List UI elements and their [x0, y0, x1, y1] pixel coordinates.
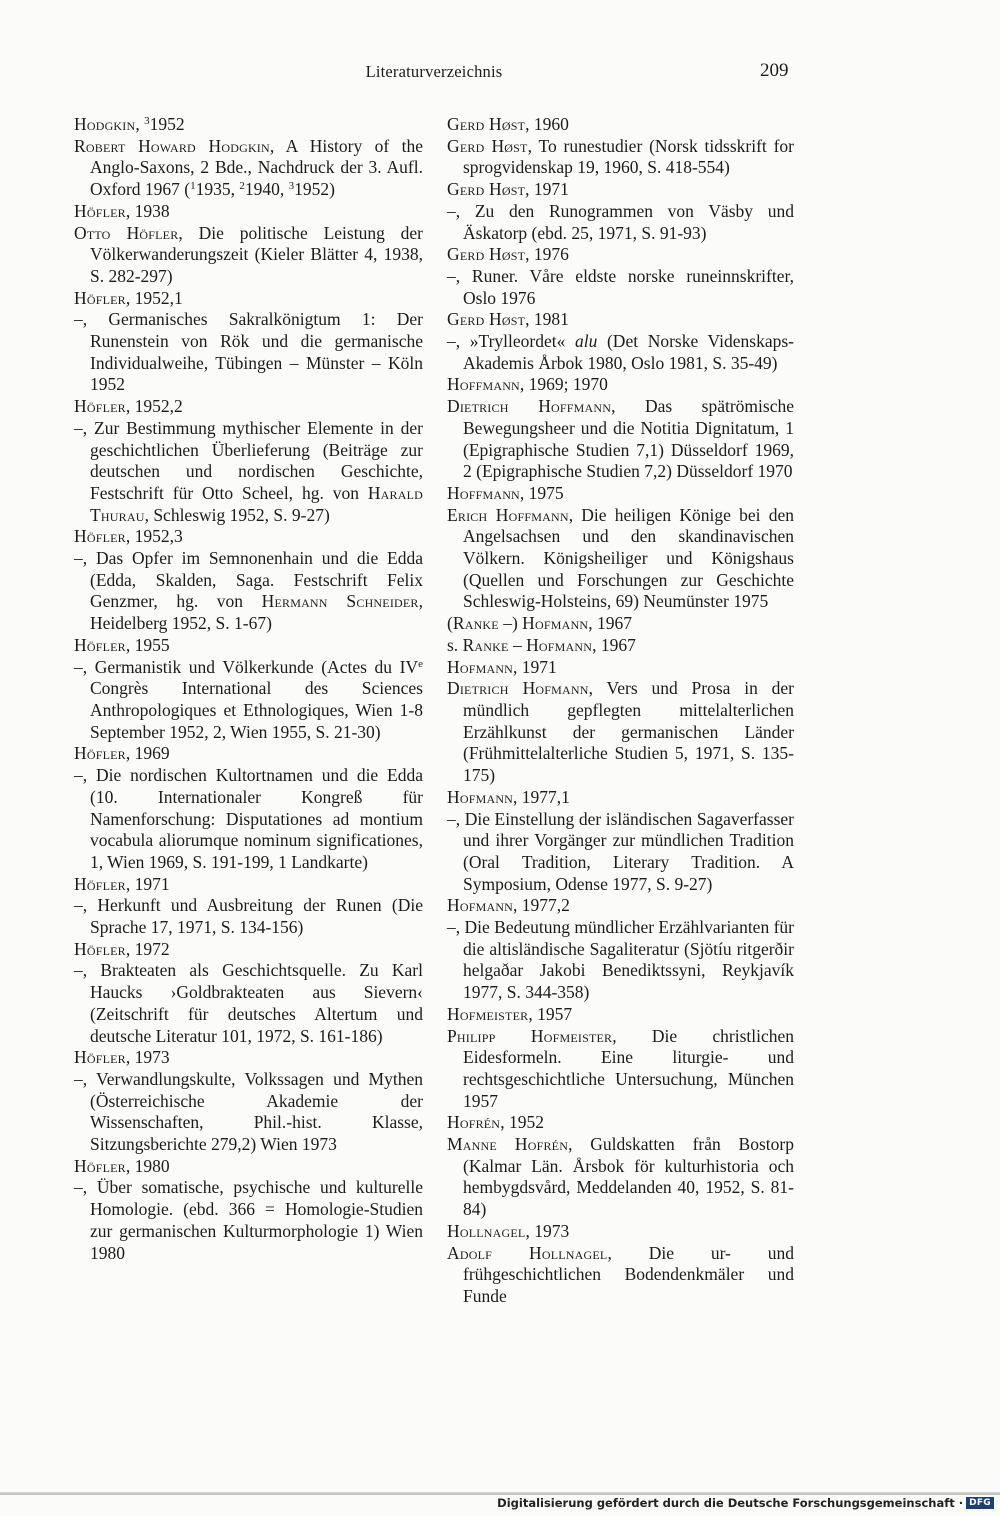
author-name: Höfler — [74, 1155, 126, 1176]
author-name: Dietrich Hoffmann — [447, 396, 612, 417]
edition-superscript: 1 — [190, 180, 196, 193]
author-name: Gerd Høst — [447, 114, 526, 134]
author-name: Harald Thurau — [90, 482, 423, 525]
citation-key — [447, 179, 794, 201]
entry-text: , 1952,3 — [125, 526, 183, 547]
entry-text: , Guldskatten från Bostorp (Kalmar Län. Årsbok för kulturhistoria och hembygdsvård, Meddelanden 40, 1952, S. 81-84) — [463, 1134, 794, 1220]
edition-superscript: 2 — [239, 180, 245, 193]
entry-text: (Det Norske Videnskaps-Akademis Årbok 1980, Oslo 1981, S. 35-49) — [463, 331, 794, 373]
footer-divider — [0, 1492, 1000, 1495]
entry-text: –, »Trylleordet« — [447, 331, 575, 352]
author-name: Hofrén — [447, 1112, 501, 1133]
entry-text: , 1967 — [588, 613, 632, 634]
entry-text: , Heidelberg 1952, S. 1-67) — [90, 591, 423, 634]
entry-text: –, Brakteaten als Geschichtsquelle. Zu Karl Haucks ›Goldbrakteaten aus Sievern‹ (Zeitschrift für deutsches Altertum und deutsche Literatur 101, 1972, S. 161-186) — [74, 960, 423, 1046]
author-name: Höfler — [74, 1047, 126, 1068]
entry-text: , 1969 — [125, 743, 170, 764]
entry-text: – — [508, 634, 527, 655]
entry-text: , 1976 — [525, 244, 569, 265]
entry-text: , 1977,2 — [513, 895, 570, 916]
reference-entry — [447, 1026, 794, 1113]
entry-text: Congrès International des Sciences Anthropologiques et Ethnologiques, Wien 1-8 September 1952, 2, Wien 1955, S. 21-30) — [90, 678, 423, 742]
citation-key — [447, 895, 794, 917]
reference-entry — [74, 223, 423, 288]
entry-text: 1952) — [294, 179, 335, 200]
entry-text: –, Zur Bestimmung mythischer Elemente in der geschichtlichen Überlieferung (Beiträge zur deutschen und nordischen Geschichte, Festschrift für Otto Scheel, hg. von — [74, 417, 423, 503]
author-name: Hofmann — [526, 634, 593, 655]
entry-text: , Das spätrömische Bewegungsheer und die Notitia Dignitatum, 1 (Epigraphische Studien 7,1) Düsseldorf 1969, 2 (Epigraphische Studien 7,2) Düsseldorf 1970 — [463, 396, 794, 482]
entry-text: –, Die Einstellung der isländischen Sagaverfasser und ihrer Vorgänger zur mündlichen Tradition (Oral Tradition, Literary Tradition. A Symposium, Odense 1977, S. 9-27) — [447, 808, 794, 894]
author-name: Höfler — [74, 200, 126, 221]
citation-key — [447, 374, 794, 396]
citation-key — [74, 396, 423, 418]
edition-superscript: 3 — [144, 115, 150, 127]
entry-text: –, Herkunft und Ausbreitung der Runen (Die Sprache 17, 1971, S. 134-156) — [74, 895, 423, 938]
citation-key — [74, 874, 423, 896]
citation-key — [447, 1004, 794, 1026]
entry-text: s. — [447, 634, 463, 655]
author-name: Philipp Hofmeister — [447, 1025, 613, 1046]
citation-key — [74, 743, 423, 765]
entry-text: alu — [574, 331, 598, 352]
citation-key — [447, 787, 794, 809]
entry-text: , 1975 — [519, 482, 564, 503]
running-header: Literaturverzeichnis — [365, 62, 503, 81]
entry-text: , Die heiligen Könige bei den Angelsachsen und den skandinavischen Völkern. Königsheiliger und Königshaus (Quellen und Forschungen zur Geschichte Schleswig-Holsteins, 69) Neumünster 1975 — [463, 504, 794, 612]
author-name: Hofmann — [522, 613, 589, 634]
entry-text: , 1981 — [525, 309, 569, 330]
entry-text: , 1973 — [125, 1047, 170, 1068]
citation-key — [74, 939, 423, 961]
author-name: Ranke — [452, 613, 499, 634]
author-name: Otto Höfler — [74, 222, 179, 243]
reference-entry — [74, 1177, 423, 1264]
reference-entry — [447, 505, 794, 614]
entry-text: –, Über somatische, psychische und kulturelle Homologie. (ebd. 366 = Homologie-Studien zur germanischen Kulturmorphologie 1) Wien 1980 — [74, 1177, 423, 1263]
funding-credit-text: Digitalisierung gefördert durch die Deutsche Forschungsgemeinschaft · — [497, 1496, 964, 1510]
reference-entry — [74, 309, 423, 396]
entry-text: , 1960 — [525, 114, 569, 134]
page-number: 209 — [760, 60, 789, 81]
citation-key — [74, 1156, 423, 1178]
entry-text: –, Runer. Våre eldste norske runeinnskrifter, Oslo 1976 — [447, 265, 794, 308]
edition-superscript: 3 — [288, 180, 295, 193]
author-name: Höfler — [74, 873, 126, 894]
citation-key — [74, 526, 423, 548]
entry-text: –, Das Opfer im Semnonenhain und die Edda (Edda, Skalden, Saga. Festschrift Felix Genzmer, hg. von — [74, 548, 423, 612]
author-name: Hoffmann — [447, 482, 520, 503]
entry-text: , 1977,1 — [513, 786, 570, 807]
reference-entry — [74, 418, 423, 527]
reference-entry — [447, 201, 794, 244]
reference-entry — [74, 960, 423, 1047]
author-name: Hoffmann — [447, 374, 520, 395]
author-name: Höfler — [74, 743, 126, 764]
author-name: Erich Hoffmann — [447, 504, 569, 525]
reference-entry — [74, 765, 423, 874]
author-name: Gerd Høst — [447, 179, 526, 200]
entry-text: –, Zu den Runogrammen von Väsby und Äskatorp (ebd. 25, 1971, S. 91-93) — [447, 200, 794, 243]
funding-credit — [497, 1496, 994, 1510]
entry-text: –) — [498, 613, 523, 634]
citation-key — [74, 1047, 423, 1069]
entry-text: , Die politische Leistung der Völkerwanderungszeit (Kieler Blätter 4, 1938, S. 282-297) — [90, 222, 423, 286]
reference-entry — [447, 266, 794, 309]
citation-key — [447, 657, 794, 679]
reference-entry — [447, 331, 794, 374]
citation-key — [447, 1112, 794, 1134]
entry-text: , Die ur- und frühgeschichtlichen Bodendenkmäler und Funde — [463, 1242, 794, 1306]
citation-key — [447, 483, 794, 505]
entry-text: , 1971 — [125, 873, 170, 894]
entry-text: , Die christlichen Eidesformeln. Eine liturgie- und rechtsgeschichtliche Untersuchung, München 1957 — [463, 1025, 795, 1111]
author-name: Gerd Høst — [447, 309, 526, 330]
author-name: Hodgkin — [74, 114, 136, 134]
reference-entry — [74, 136, 423, 201]
entry-text: , 1955 — [125, 634, 170, 655]
author-name: Hofmeister — [447, 1003, 529, 1024]
entry-text: , 1952,1 — [125, 287, 183, 308]
entry-text: –, Verwandlungskulte, Volkssagen und Mythen (Österreichische Akademie der Wissenschaften, Phil.-hist. Klasse, Sitzungsberichte 279,2) Wien 1973 — [74, 1068, 423, 1155]
entry-text: , Vers und Prosa in der mündlich gepflegten mittelalterlichen Erzählkunst der germanischen Länder (Frühmittelalterliche Studien 5, 1971, S. 135-175) — [463, 678, 794, 786]
entry-text: , 1971 — [513, 656, 557, 677]
citation-key — [447, 114, 794, 136]
entry-text: , 1969; 1970 — [519, 374, 608, 395]
author-name: Dietrich Hofmann — [447, 678, 589, 699]
entry-text: –, Die Bedeutung mündlicher Erzählvarianten für die altisländische Sagaliteratur (Sjötíu ritgerðir helgaðar Jakobi Benediktssyni, Reykjavík 1977, S. 344-358) — [447, 917, 794, 1003]
entry-text: ( — [447, 613, 453, 634]
citation-key — [447, 613, 794, 635]
entry-text: , Schleswig 1952, S. 9-27) — [144, 504, 330, 525]
entry-text: , 1952 — [500, 1112, 544, 1133]
citation-key — [74, 201, 423, 223]
entry-text: , 1967 — [592, 634, 636, 655]
dfg-logo: DFG — [966, 1497, 994, 1509]
author-name: Hollnagel — [447, 1220, 526, 1241]
entry-text: , 1952,2 — [125, 396, 183, 417]
entry-text: , 1973 — [525, 1220, 570, 1241]
entry-text: 1952 — [149, 114, 185, 134]
author-name: Adolf Hollnagel — [447, 1242, 608, 1263]
reference-entry — [74, 1069, 423, 1156]
reference-entry — [447, 809, 794, 896]
entry-text: , To runestudier (Norsk tidsskrift for sprogvidenskap 19, 1960, S. 418-554) — [463, 135, 795, 178]
reference-entry — [447, 136, 794, 179]
citation-key — [74, 114, 423, 136]
author-name: Hermann Schneider — [261, 591, 419, 612]
reference-entry — [447, 1134, 794, 1221]
reference-entry — [447, 1243, 794, 1308]
author-name: Ranke — [462, 634, 509, 655]
bibliography-column-left — [74, 114, 423, 1264]
entry-text: 1940, — [244, 179, 289, 200]
author-name: Höfler — [74, 526, 126, 547]
citation-key — [447, 244, 794, 266]
bibliography-column-right — [447, 114, 794, 1308]
entry-text: , 1980 — [125, 1155, 170, 1176]
entry-text: , 1938 — [125, 200, 170, 221]
edition-superscript: e — [418, 657, 423, 670]
author-name: Gerd Høst — [447, 244, 526, 265]
entry-text: –, Germanistik und Völkerkunde (Actes du IV — [74, 656, 419, 677]
citation-key — [447, 1221, 794, 1243]
reference-entry — [447, 678, 794, 787]
entry-text: , — [135, 114, 145, 134]
entry-text: , 1972 — [125, 938, 170, 959]
author-name: Hofmann — [447, 786, 514, 807]
entry-text: 1935, — [195, 179, 240, 200]
author-name: Manne Hofrén — [447, 1134, 569, 1155]
entry-text: , 1957 — [528, 1003, 573, 1024]
author-name: Höfler — [74, 938, 126, 959]
entry-text: , A History of the Anglo-Saxons, 2 Bde., Nachdruck der 3. Aufl. Oxford 1967 ( — [90, 135, 423, 200]
author-name: Hofmann — [447, 656, 514, 677]
citation-key — [74, 288, 423, 310]
author-name: Höfler — [74, 396, 126, 417]
citation-key — [74, 635, 423, 657]
citation-key — [447, 635, 794, 657]
author-name: Höfler — [74, 287, 126, 308]
entry-text: , 1971 — [525, 179, 569, 200]
entry-text: –, Die nordischen Kultortnamen und die Edda (10. Internationaler Kongreß für Namenforschung: Disputationes ad montium vocabula aliorumque nominum significationes, 1, Wien 1969, S. 191-199, 1 Landkarte) — [74, 765, 423, 872]
entry-text: –, Germanisches Sakralkönigtum 1: Der Runenstein von Rök und die germanische Individualweihe, Tübingen – Münster – Köln 1952 — [74, 309, 423, 395]
reference-entry — [74, 895, 423, 938]
reference-entry — [447, 917, 794, 1004]
author-name: Hofmann — [447, 895, 514, 916]
reference-entry — [447, 396, 794, 483]
author-name: Robert Howard Hodgkin — [74, 135, 270, 156]
reference-entry — [74, 548, 423, 635]
citation-key — [447, 309, 794, 331]
author-name: Höfler — [74, 634, 126, 655]
author-name: Gerd Høst — [447, 135, 528, 156]
reference-entry — [74, 657, 423, 744]
